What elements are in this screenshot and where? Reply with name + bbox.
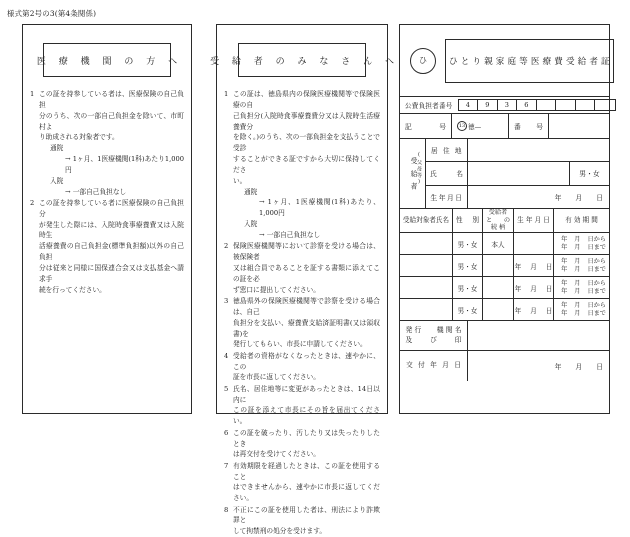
- beneficiary-table-head: [400, 209, 609, 233]
- recipient-dob-row: [426, 186, 609, 208]
- recipient-dob-value[interactable]: [468, 186, 609, 208]
- cell-term-to: [554, 288, 606, 296]
- cell-relation[interactable]: [483, 299, 514, 321]
- cell-name[interactable]: [400, 255, 453, 277]
- note-body: [233, 89, 380, 241]
- cell-term-to: [554, 266, 606, 274]
- cell-term[interactable]: [554, 255, 610, 277]
- th-relation-line-2-a: と: [486, 216, 493, 224]
- note-body: [39, 89, 184, 197]
- cell-dob[interactable]: [514, 299, 554, 321]
- cell-term-to: [554, 244, 606, 252]
- medical-institution-notes: [30, 89, 184, 296]
- issuer-label-l2-a: 及: [405, 335, 413, 344]
- cell-dob-inner: [514, 305, 553, 315]
- issuer-label-line-1: [406, 326, 462, 335]
- recipient-sex-value[interactable]: 男・女: [569, 162, 609, 184]
- issue-date-label-char-5: 日: [454, 361, 461, 370]
- cell-dob-year: 年: [514, 306, 522, 315]
- note-body: [39, 198, 184, 296]
- note-line: 氏名、居住地等に変更があったときは、14日以内に: [233, 384, 380, 404]
- panel-recipients-heading: 受 給 者 の み な さ ん へ: [210, 56, 399, 67]
- term-to-year: 年: [561, 309, 568, 317]
- payer-number-boxes: [458, 99, 616, 111]
- issue-date-year: 年: [554, 363, 562, 371]
- note-line: 分は従来と同様に国保連合会又は支払基金へ請求手: [39, 264, 184, 283]
- term-from-month: 月: [574, 301, 581, 309]
- note-subline: → 一部自己負担なし: [65, 187, 127, 196]
- term-from-month: 月: [574, 257, 581, 265]
- th-sex-char-2: 別: [472, 215, 479, 224]
- recipient-dob-year: 年: [554, 193, 562, 202]
- term-from-day: 日から: [587, 301, 606, 309]
- cell-sex[interactable]: 男・女: [453, 233, 483, 255]
- recipient-notes: [224, 89, 380, 537]
- cell-relation[interactable]: [483, 255, 514, 277]
- cell-dob-day: 日: [545, 306, 553, 315]
- payer-digit-cell[interactable]: 6: [517, 100, 537, 110]
- note-subline: → 一部自己負担なし: [259, 230, 321, 239]
- cell-term-inner: [554, 280, 609, 296]
- table-header-row: [400, 209, 609, 233]
- recipient-name-label-char-1: 氏: [430, 170, 437, 179]
- cell-term-from: [554, 258, 606, 266]
- kigou-value[interactable]: [452, 114, 509, 138]
- note-body: [233, 461, 380, 504]
- bangou-label-char-1: 番: [514, 123, 521, 131]
- cell-name[interactable]: [400, 277, 453, 299]
- issuer-label-l1-a: 発 行: [405, 326, 422, 335]
- panel-medical-institution-heading-box: [36, 43, 183, 77]
- cell-term-from: [554, 280, 606, 288]
- cell-term-inner: [554, 236, 609, 252]
- payer-digit-cell[interactable]: 3: [498, 100, 518, 110]
- cell-term[interactable]: [554, 299, 610, 321]
- cell-term-from: [554, 302, 606, 310]
- note-line: 徳島県外の保険医療機関等で診察を受ける場合は、自己: [233, 297, 380, 316]
- kigou-label: [400, 114, 452, 138]
- term-to-year: 年: [561, 287, 568, 295]
- issue-date-label-char-4: 月: [442, 361, 449, 370]
- note-item: [224, 461, 380, 504]
- note-subline: 通院: [244, 187, 258, 196]
- recipient-name-label: [426, 162, 468, 184]
- note-item: [30, 198, 184, 296]
- recipient-dob-label: 生年月日: [426, 186, 468, 208]
- note-line: 不正にこの証を使用した者は、刑法により詐欺罪と: [233, 505, 380, 525]
- issue-date-value[interactable]: [468, 351, 609, 381]
- recipient-dob-ymd: [555, 192, 603, 202]
- note-subline: → 1ヶ月、1医療機関(1科)あたり1,000円: [65, 155, 184, 174]
- th-beneficiary-name: 受給対象者氏名: [400, 209, 453, 233]
- term-to-year: 年: [561, 243, 568, 251]
- note-line: 受給者の資格がなくなったときは、速やかに、この: [233, 351, 380, 371]
- th-relation-line-3: 続 柄: [490, 224, 506, 232]
- note-body: [233, 428, 380, 461]
- note-line: 証を市長に返してください。: [233, 373, 320, 382]
- term-from-month: 月: [574, 235, 581, 243]
- note-number: 8: [224, 505, 229, 514]
- bangou-label-char-2: 号: [536, 123, 543, 131]
- kigou-label-char-2: 号: [439, 123, 446, 131]
- term-to-day: 日まで: [587, 309, 606, 317]
- note-body: [233, 241, 380, 295]
- note-line: り助成される対象者です。: [39, 133, 119, 142]
- note-line: 保険医療機関等において診察を受ける場合は、被保険者: [233, 242, 380, 262]
- note-body: [233, 384, 380, 427]
- recipient-address-value[interactable]: [468, 139, 609, 161]
- term-to-month: 月: [574, 265, 581, 273]
- table-row: [400, 299, 609, 321]
- panel-recipients-heading-box: [210, 43, 399, 77]
- issue-date-label-char-2: 付: [418, 361, 425, 370]
- issuer-row: [400, 321, 609, 351]
- cell-term-inner: [554, 258, 609, 274]
- kigou-bangou-row: [400, 114, 609, 139]
- cell-dob[interactable]: [514, 255, 554, 277]
- note-line: は再交付を受けてください。: [233, 450, 320, 459]
- payer-digit-cell[interactable]: 9: [478, 100, 498, 110]
- term-to-month: 月: [574, 287, 581, 295]
- note-line: が発生した際には、入院時食事療養費又は入院時生: [39, 220, 184, 240]
- panel-medical-institution-heading: 医 療 機 関 の 方 へ: [36, 56, 183, 67]
- payer-number-row: [400, 97, 609, 114]
- cell-sex[interactable]: 男・女: [453, 255, 483, 277]
- cell-term-to: [554, 310, 606, 318]
- term-to-year: 年: [561, 265, 568, 273]
- cell-term-from: [554, 236, 606, 244]
- cell-dob[interactable]: [514, 277, 554, 299]
- table-row: [400, 255, 609, 277]
- certificate-title-row: [400, 25, 613, 97]
- th-relation-line-1: 受給者: [488, 209, 508, 217]
- recipient-address-label: 居 住 地: [426, 139, 468, 161]
- panel-medical-institution: [22, 24, 192, 414]
- cell-relation[interactable]: [483, 277, 514, 299]
- cell-name[interactable]: [400, 299, 453, 321]
- note-line: この証を添えて市長にその旨を届出てください。: [233, 406, 380, 426]
- recipient-rows: [426, 139, 609, 208]
- term-from-year: 年: [561, 279, 568, 287]
- term-from-day: 日から: [587, 257, 606, 265]
- cell-term-inner: [554, 302, 609, 318]
- th-term: 有 効 期 間: [554, 209, 610, 233]
- note-number: 5: [224, 384, 229, 393]
- note-line: 活療養費の自己負担金(標準負担額)以外の自己負担: [39, 242, 184, 262]
- issuer-label-l2-c: 印: [454, 335, 462, 344]
- term-from-day: 日から: [587, 279, 606, 287]
- kigou-label-char-1: 記: [405, 123, 412, 131]
- cell-dob-year: 年: [514, 262, 522, 271]
- term-from-day: 日から: [587, 235, 606, 243]
- issuer-value[interactable]: [468, 321, 609, 350]
- issuer-label-line-2: [406, 336, 462, 345]
- note-body: [233, 351, 380, 384]
- note-line: を除く。)のうち、次の一部負担金を支払うことで受診: [233, 133, 380, 153]
- term-to-month: 月: [574, 243, 581, 251]
- cell-dob-month: 月: [530, 306, 537, 315]
- hi-seal-char: ひ: [419, 56, 427, 65]
- cell-dob-year: 年: [514, 284, 522, 293]
- cell-sex[interactable]: 男・女: [453, 277, 483, 299]
- issue-date-label: [400, 351, 468, 381]
- note-subline: → 1ヶ月、1医療機関(1科)あたり、1,000円: [259, 198, 380, 218]
- term-to-day: 日まで: [587, 243, 606, 251]
- cell-dob[interactable]: [514, 233, 554, 255]
- note-item: [224, 89, 380, 241]
- recipient-name-row: [426, 162, 609, 185]
- recipient-side-ruby: (父母等): [416, 152, 422, 187]
- th-relation-inner: [483, 209, 513, 231]
- th-dob: 生 年 月 日: [514, 209, 554, 233]
- payer-digit-cell[interactable]: [595, 100, 615, 110]
- issue-date-day: 日: [596, 363, 603, 371]
- note-line: して拘禁刑の処分を受けます。: [233, 527, 327, 536]
- payer-digit-cell[interactable]: [556, 100, 576, 110]
- issue-date-row: [400, 351, 609, 381]
- recipient-block: [400, 139, 609, 209]
- hi-seal-icon: [410, 48, 436, 74]
- term-from-year: 年: [561, 235, 568, 243]
- note-line: この証は、徳島県内の保険医療機関等で保険医療の自: [233, 90, 380, 109]
- recipient-side-main: 受給者: [409, 156, 417, 196]
- note-number: 6: [224, 428, 229, 437]
- certificate-title-box: [445, 39, 614, 83]
- certificate-title: ひとり親家庭等医療費受給者証: [449, 56, 613, 67]
- note-number: 7: [224, 461, 229, 470]
- note-line: この証を破ったり、汚したり又は失ったりしたとき: [233, 428, 380, 448]
- th-relation: [483, 209, 514, 233]
- note-item: [224, 428, 380, 461]
- issuer-label-l2-b: び: [430, 335, 437, 344]
- cell-dob-inner: [514, 283, 553, 293]
- cell-sex[interactable]: 男・女: [453, 299, 483, 321]
- cell-relation[interactable]: 本人: [483, 233, 514, 255]
- cell-term[interactable]: [554, 233, 610, 255]
- note-body: [233, 296, 380, 350]
- note-line: 又は組合員であることを証する書類に添えてこの証を必: [233, 264, 380, 283]
- payer-digit-cell[interactable]: 4: [459, 100, 479, 110]
- issue-date-ymd: [555, 361, 603, 371]
- note-line: 続を行ってください。: [39, 285, 106, 294]
- cell-dob-day: 日: [545, 262, 553, 271]
- note-subline: 入院: [244, 220, 258, 229]
- note-item: [30, 89, 184, 197]
- beneficiary-table-body: [400, 233, 609, 321]
- term-to-day: 日まで: [587, 287, 606, 295]
- note-subline: 通院: [50, 144, 64, 153]
- cell-dob-day: 日: [545, 284, 553, 293]
- note-line: この証を持参している者は、医療保険の自己負担: [39, 90, 184, 109]
- cell-dob-month: 月: [530, 284, 537, 293]
- note-item: [224, 505, 380, 537]
- issuer-label: [400, 321, 468, 350]
- note-line: 負担分を支払い、療養費支給済証明書(又は領収書)を: [233, 318, 380, 338]
- note-item: [224, 241, 380, 295]
- note-number: 3: [224, 297, 229, 306]
- th-sex-inner: [453, 217, 482, 225]
- bangou-value[interactable]: [549, 114, 609, 138]
- recipient-name-value[interactable]: [468, 162, 569, 184]
- th-relation-line-2-b: の: [503, 216, 510, 224]
- note-line: ず窓口に提出してください。: [233, 285, 320, 294]
- note-line: 分のうち、次の一部自己負担金を除いて、市町村よ: [39, 111, 184, 131]
- note-number: 1: [30, 90, 35, 98]
- cell-dob-month: 月: [530, 262, 537, 271]
- issue-date-label-char-1: 交: [406, 361, 413, 370]
- term-to-month: 月: [574, 309, 581, 317]
- kigou-value-text: 徳—: [468, 123, 482, 131]
- term-from-year: 年: [561, 257, 568, 265]
- panel-certificate: [399, 24, 613, 414]
- recipient-dob-day: 日: [596, 193, 603, 202]
- note-item: [224, 384, 380, 427]
- term-from-year: 年: [561, 301, 568, 309]
- form-number: 様式第2号の3(第4条関係): [7, 9, 97, 18]
- note-line: 有効期限を経過したときは、この証を使用すること: [233, 461, 380, 481]
- note-line: 発行してもらい、市長に申請してください。: [233, 340, 367, 349]
- payer-digit-cell[interactable]: [576, 100, 596, 110]
- note-number: 1: [224, 90, 229, 98]
- recipient-address-row: [426, 139, 609, 162]
- note-body: [233, 505, 380, 537]
- issue-date-label-char-3: 年: [430, 361, 437, 370]
- payer-digit-cell[interactable]: [537, 100, 557, 110]
- beneficiary-table: [400, 209, 609, 321]
- issue-date-month: 月: [575, 363, 583, 371]
- recipient-dob-month: 月: [575, 193, 583, 202]
- recipient-name-label-char-2: 名: [456, 170, 463, 179]
- note-subline: 入院: [50, 176, 64, 185]
- note-number: 2: [30, 198, 35, 207]
- note-item: [224, 351, 380, 384]
- note-line: この証を持参している者に医療保険の自己負担分: [39, 198, 184, 218]
- note-line: はできませんから、速やかに市長に返してください。: [233, 483, 380, 503]
- panel-recipients: [210, 24, 399, 536]
- note-item: [224, 296, 380, 350]
- table-row: [400, 233, 609, 255]
- th-sex: [453, 209, 483, 233]
- table-row: [400, 277, 609, 299]
- kigou-circle-number: 13: [457, 121, 467, 131]
- issuer-label-l1-b: 機 関 名: [436, 326, 462, 335]
- term-from-month: 月: [574, 279, 581, 287]
- recipient-side-label: [400, 139, 426, 208]
- note-line: 己負担分(入院時食事療養費分又は入院時生活療養費分: [233, 111, 380, 131]
- note-number: 4: [224, 351, 229, 360]
- note-number: 2: [224, 242, 229, 251]
- cell-name[interactable]: [400, 233, 453, 255]
- payer-number-label: 公費負担者番号: [405, 102, 453, 110]
- term-to-day: 日まで: [587, 265, 606, 273]
- note-line: することができる証ですから大切に保持してくださ: [233, 155, 380, 174]
- cell-dob-inner: [514, 261, 553, 271]
- th-sex-char-1: 性: [456, 215, 463, 224]
- note-line: い。: [233, 176, 247, 185]
- cell-term[interactable]: [554, 277, 610, 299]
- bangou-label: [509, 114, 549, 138]
